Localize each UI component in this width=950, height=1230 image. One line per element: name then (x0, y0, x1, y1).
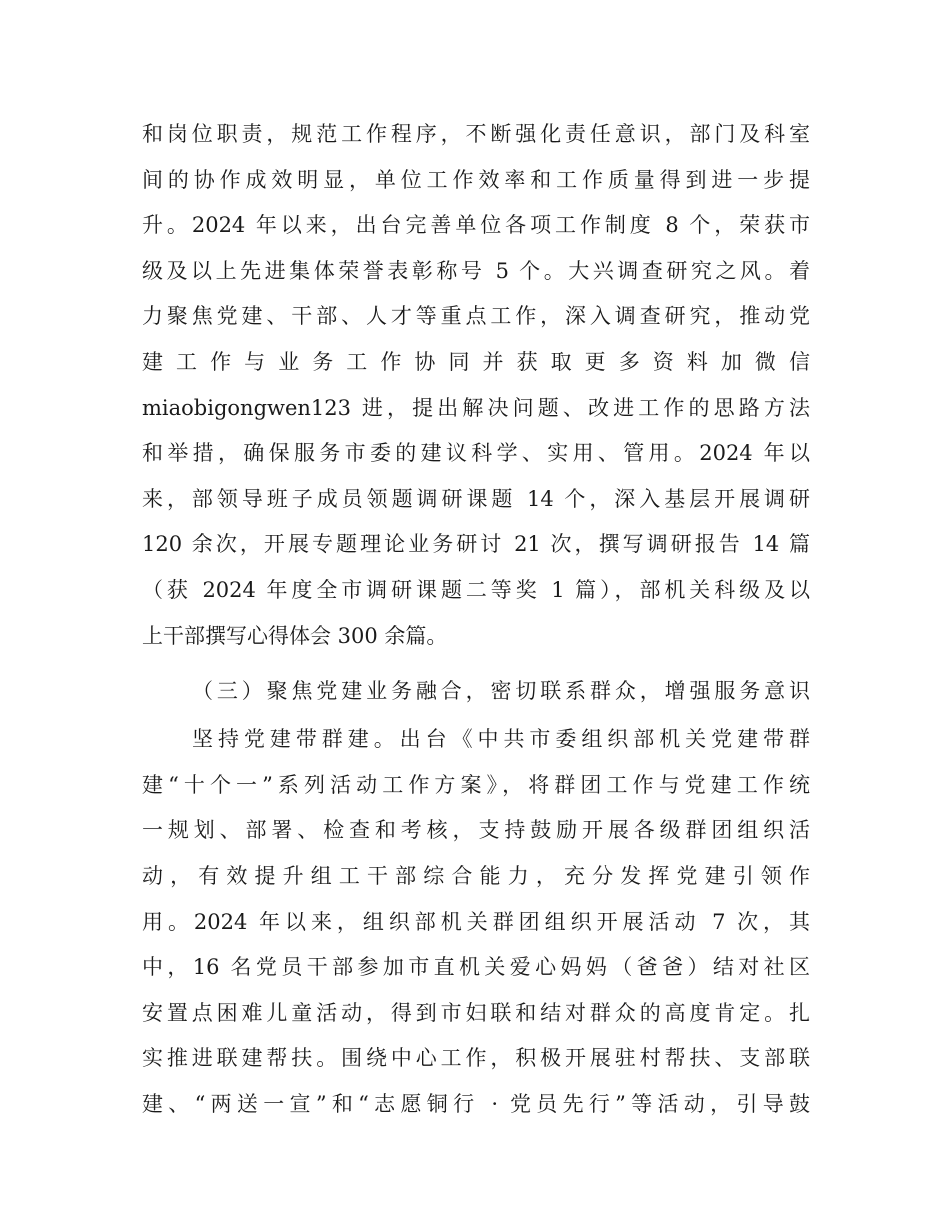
paragraph-work-system-and-research (142, 112, 810, 659)
section-heading-three: （三）聚焦党建业务融合，密切联系群众，增强服务意识 (192, 679, 810, 704)
text-line: 坚持党建带群建。出台《中共市委组织部机关党建带群 (192, 727, 810, 752)
text-line: 升。2024 年以来，出台完善单位各项工作制度 8 个，荣获市 (142, 213, 810, 238)
text-line: （获 2024 年度全市调研课题二等奖 1 篇），部机关科级及以 (142, 577, 810, 602)
text-line: 用。2024 年以来，组织部机关群团组织开展活动 7 次，其 (142, 909, 810, 934)
text-line: 和举措，确保服务市委的建议科学、实用、管用。2024 年以 (142, 441, 810, 466)
text-line: 120 余次，开展专题理论业务研讨 21 次，撰写调研报告 14 篇 (142, 532, 810, 557)
text-line: 中，16 名党员干部参加市直机关爱心妈妈（爸爸）结对社区 (142, 955, 810, 980)
text-line: 动，有效提升组工干部综合能力，充分发挥党建引领作 (142, 863, 810, 888)
text-line: 建、“两送一宣”和“志愿铜行 · 党员先行”等活动，引导鼓 (142, 1091, 810, 1116)
document-page (142, 112, 810, 1127)
text-line: 间的协作成效明显，单位工作效率和工作质量得到进一步提 (142, 167, 810, 192)
paragraph-party-building (142, 717, 810, 1127)
text-line: 上干部撰写心得体会 300 余篇。 (142, 623, 448, 648)
text-line: 安置点困难儿童活动，得到市妇联和结对群众的高度肯定。扎 (142, 1000, 810, 1025)
text-line: 实推进联建帮扶。围绕中心工作，积极开展驻村帮扶、支部联 (142, 1046, 810, 1071)
text-line: 和岗位职责，规范工作程序，不断强化责任意识，部门及科室 (142, 122, 810, 146)
text-line: 建 工 作 与 业 务 工 作 协 同 并 获 取 更 多 资 料 加 微 信 (142, 349, 810, 374)
text-line: 建“十个一”系列活动工作方案》，将群团工作与党建工作统 (142, 772, 810, 797)
text-line: miaobigongwen123 进，提出解决问题、改进工作的思路方法 (142, 395, 810, 420)
text-line: 来，部领导班子成员领题调研课题 14 个，深入基层开展调研 (142, 486, 810, 511)
text-line: 力聚焦党建、干部、人才等重点工作，深入调查研究，推动党 (142, 304, 810, 329)
text-line: 级及以上先进集体荣誉表彰称号 5 个。大兴调查研究之风。着 (142, 258, 810, 283)
text-line: 一规划、部署、检查和考核，支持鼓励开展各级群团组织活 (142, 818, 810, 843)
